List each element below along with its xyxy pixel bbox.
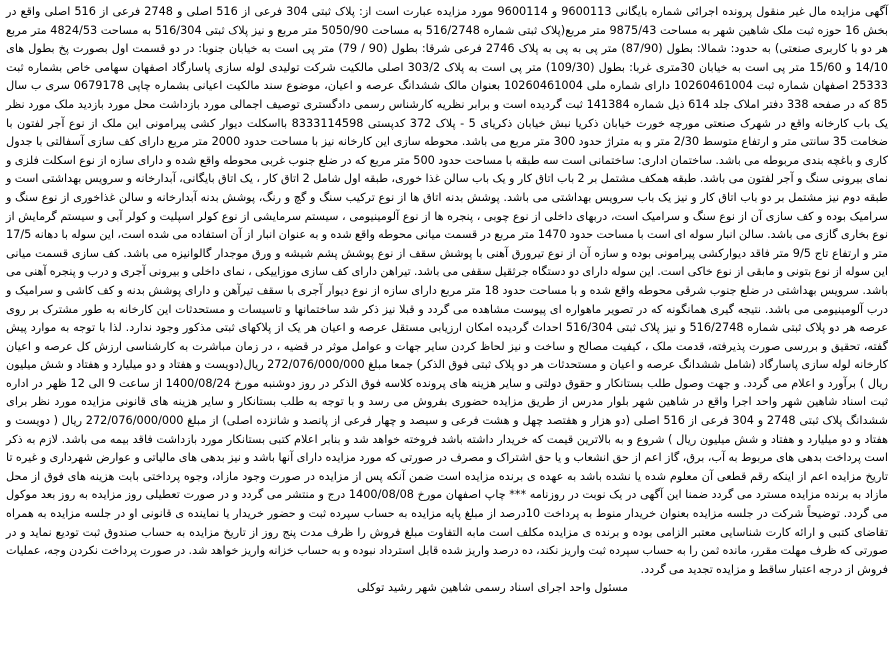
notice-signature: مسئول واحد اجرای اسناد رسمی شاهین شهر رشید توکلی xyxy=(356,581,628,595)
notice-body-text: آگهی مزایده مال غیر منقول پرونده اجرائی شماره بایگانی 9600113 و 9600114 مورد مزایده عبارت است از: پلاک ثبتی 304 فرعی از 516 اصلی و 2748 فرعی از 516 اصلی واقع در بخش 16 حوزه ثبت ملک شاهین شهر به مساحت 9875/43 متر مربع(پلاک ثبتی شماره 516/2748 به مساحت 5050/90 متر مربع و نیز پلاک ثبتی 516/304 به مساحت 4824/53 متر مربع هر دو با کاربری صنعتی) به حدود: شمالا: بطول (87/90) متر پی به پی به پلاک 2746 فرعی شرقا: بطول (90 / 79) متر پی است به خیابان جنوبا: در دو قسمت اول بصورت پخ بطول های 14/10 و 15/60 متر پی است به خیابان 30متری غربا: بطول (109/30) متر پی است به پلاک 303/2 اصلی مالکیت شرکت تولیدی لوله سازی پاسارگاد اصفهان سهامی خاص بشماره ثبت 25333 اصفهان شماره ثبت 10260461004 دارای شماره ملی 10260461004 بعنوان مالک ششدانگ عرصه و اعیان، موضوع سند مالکیت اعیانی بشماره چاپی 0679178 سری ب سال 85 که در صفحه 338 دفتر املاک جلد 614 ذیل شماره 141384 ثبت گردیده است و برابر نظریه کارشناس رسمی دادگستری توصیف اجمالی مورد بازداشت محل مورد بازدید ملک مورد نظر یک باب کارخانه واقع در شهرک صنعتی مورچه خورت خیابان ذکریا نبش خیابان ذکریای 5 - پلاک 372 کدپستی 8333114598 بااسکلت دیوار کشی پیرامونی این ملک از نوع آجر لفتون با ضخامت 35 سانتی متر و ارتفاع متوسط 2/30 متر و به متراژ حدود 300 متر مربع می باشد. محوطه سازی این کارخانه نیز با مساحت حدود 2000 متر مربع دارای کف سازی آسفالتی با جدول کاری و باغچه بندی مربوطه می باشد. ساختمان اداری: ساختمانی است سه طبقه با مساحت حدود 500 متر مربع که در ضلع جنوب غربی محوطه واقع شده و دارای سازه از نوع اسکلت فلزی و نمای بیرونی سنگ و آجر لفتون می باشد. طبقه همکف مشتمل بر 2 باب اتاق کار و یک باب سالن غذا خوری، طبقه اول شامل 2 اتاق کار ، یک اتاق بایگانی، آبدارخانه و سرویس بهداشتی است و طبقه دوم نیز مشتمل بر دو باب اتاق کار و نیز یک باب سرویس بهداشتی می باشد. پوشش بدنه اتاق ها از نوع ترکیب سنگ و گچ و رنگ، پوشش بدنه آبدارخانه و سالن غذاخوری از نوع سنگ و سرامیک بوده و کف سازی آن از نوع سنگ و سرامیک است، دربهای داخلی از نوع چوبی ، پنجره ها از نوع آلومینیومی ، سیستم سرمایشی از نوع کولر اسپلیت و کولر آبی و سیستم گرمایش از نوع بخاری گازی می باشد. سالن انبار سوله ای است با مساحت حدود 1470 متر مربع در قسمت میانی محوطه واقع شده و به عنوان انبار از آن استفاده می شده است، این سوله با دهانه 17/5 متر و ارتفاع تاج 9/5 متر فاقد دیوارکشی پیرامونی بوده و سازه آن از نوع تیرورق آهنی با پوشش سقف از نوع پوشش پشم شیشه و ورق موجدار گالوانیزه می باشد. کف سازی قسمت میانی این سوله از نوع بتونی و مابقی از نوع خاکی است. این سوله دارای دو دستگاه جرثقیل سقفی می باشد. تیراهن دارای کف سازی موزاییکی ، نمای داخلی و بیرونی آجری و درب و پنجره آهنی می باشد. سرویس بهداشتی در ضلع جنوب شرقی محوطه واقع شده و با مساحت حدود 18 متر مربع دارای سازه از نوع دیوار آجری با سقف تیرآهن و دارای پوشش بدنه و کف کاشی و سرامیک و درب آلومینیومی می باشد. نتیجه گیری همانگونه که در تصویر ماهواره ای پیوست مشاهده می گردد و قبلا نیز ذکر شد ساختمانها و تاسیسات و مستحدثات این کارخانه به طور مشترک بر روی عرصه هر دو پلاک ثبتی شماره 516/2748 و نیز پلاک ثبتی 516/304 احداث گردیده امکان ارزیابی مستقل عرصه و اعیان هر یک از پلاکهای ثبتی مذکور وجود ندارد. لذا با توجه به موارد پیش گفته، تحقیق و بررسی صورت پذیرفته، قدمت ملک ، کیفیت مصالح و ساخت و نیز لحاظ کردن سایر جهات و عوامل موثر در قضیه ، در زمان مباشرت به کارشناسی ارزش کل عرصه و اعیان کارخانه لوله سازی پاسارگاد (شامل ششدانگ عرصه و اعیان و مستحدثات هر دو پلاک ثبتی فوق الذکر) جمعا مبلغ 272/076/000/000 ریال(دویست و هفتاد و دو میلیارد و هفتاد و شش میلیون ریال ) برآورد و اعلام می گردد. و جهت وصول طلب بستانکار و حقوق دولتی و سایر هزینه های پرونده کلاسه فوق الذکر در روز دوشنبه مورخ 1400/08/24 از ساعت 9 الی 12 ظهر در اداره ثبت اسناد شاهین شهر واحد اجرا واقع در شاهین شهر بلوار مدرس از طریق مزایده حضوری بفروش می رسد و با توجه به طلب بستانکار و سایر هزینه های قانونی مزایده مورد نظر برای ششدانگ پلاک ثبتی 2748 و 304 فرعی از 516 اصلی (دو هزار و هفتصد چهل و هشت فرعی و سیصد و چهار فرعی از پانصد و شانزده اصلی) از مبلغ 272/076/000/000 ریال ( دویست و هفتاد و دو میلیارد و هفتاد و شش میلیون ریال ) شروع و به بالاترین قیمت که خریدار داشته باشد فروخته خواهد شد و بنابر اعلام کتبی بستانکار مورد بازداشت فاقد بیمه می باشد. لازم به ذکر است پرداخت بدهی های مربوط به آب، برق، گاز اعم از حق انشعاب و یا حق اشتراک و مصرف در صورتی که مورد مزایده دارای آنها باشد و نیز بدهی های مالیاتی و عوارض شهرداری و غیره تا تاریخ مزایده اعم از اینکه رقم قطعی آن معلوم شده یا نشده باشد به عهده ی برنده مزایده است ضمن آنکه پس از مزایده در صورت وجود مازاد، وجوه پرداختی بابت هزینه های فوق از محل مازاد به برنده مزایده مسترد می گردد ضمنا این آگهی در یک نوبت در روزنامه *** چاپ اصفهان مورخ 1400/08/08 درج و منتشر می گردد و در صورت تعطیلی روز مزایده به روز بعد موکول می گردد. توضیحاً شرکت در جلسه مزایده بعنوان خریدار منوط به پرداخت 10درصد از مبلغ پایه مزایده به حساب سپرده ثبت و حضور خریدار یا نماینده ی قانونی او در جلسه مزایده به همراه تقاضای کتبی و ارائه کارت شناسایی معتبر الزامی بوده و برنده ی مزایده مکلف است مابه التفاوت مبلغ فروش را ظرف مدت پنج روز از تاریخ مزایده به حساب صندوق ثبت تودیع نماید و در صورتی که ظرف مهلت مقرر، مانده ثمن را به حساب سپرده ثبت واریز نکند، ده درصد واریز شده قابل استرداد نبوده و به حساب خزانه واریز خواهد شد. در صورت پرداخت نکردن وجه، عملیات فروش از درجه اعتبار ساقط و مزایده تجدید می گردد. xyxy=(6,5,889,576)
